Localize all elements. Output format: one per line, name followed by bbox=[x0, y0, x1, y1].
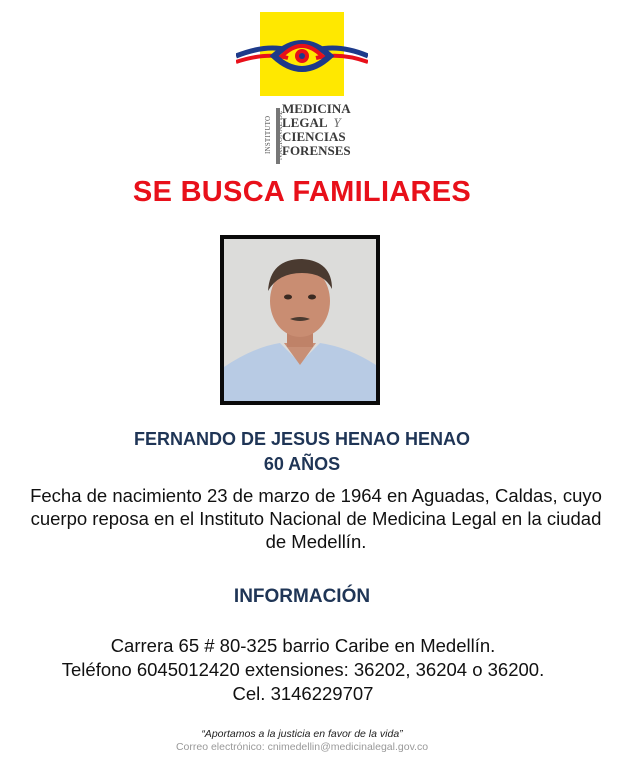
logo-line-forenses: FORENSES bbox=[282, 143, 351, 158]
contact-block bbox=[18, 634, 588, 706]
logo-line-ciencias: CIENCIAS bbox=[282, 129, 346, 144]
person-description: Fecha de nacimiento 23 de marzo de 1964 en Aguadas, Caldas, cuyo cuerpo reposa en el Instituto Nacional de Medicina Legal en la ciudad de Medellín. bbox=[30, 485, 602, 552]
footer-motto: “Aportamos a la justicia en favor de la vida” bbox=[201, 728, 403, 740]
contact-address: Carrera 65 # 80-325 barrio Caribe en Medellín. bbox=[110, 635, 496, 656]
logo-conjunction: Y bbox=[333, 115, 341, 130]
poster-title: SE BUSCA FAMILIARES bbox=[132, 176, 472, 208]
footer-email: Correo electrónico: cnimedellin@medicinalegal.gov.co bbox=[175, 741, 429, 753]
info-heading: INFORMACIÓN bbox=[233, 586, 371, 607]
contact-cell: Cel. 3146229707 bbox=[232, 683, 374, 704]
eye-emblem-icon bbox=[236, 34, 368, 78]
contact-phone: Teléfono 6045012420 extensiones: 36202, 36204 o 36200. bbox=[61, 659, 545, 680]
person-age: 60 AÑOS bbox=[263, 454, 341, 474]
logo-legal-word: LEGAL bbox=[282, 115, 328, 130]
person-photo bbox=[220, 235, 380, 405]
logo-line-medicina: MEDICINA bbox=[282, 101, 351, 116]
logo-line-legal bbox=[282, 116, 341, 130]
institution-logo bbox=[236, 12, 368, 162]
logo-side-text: INSTITUTO NACIONAL DE bbox=[264, 110, 284, 160]
person-portrait-icon bbox=[224, 239, 376, 401]
logo-divider bbox=[276, 108, 280, 164]
person-name: FERNANDO DE JESUS HENAO HENAO bbox=[133, 429, 471, 449]
